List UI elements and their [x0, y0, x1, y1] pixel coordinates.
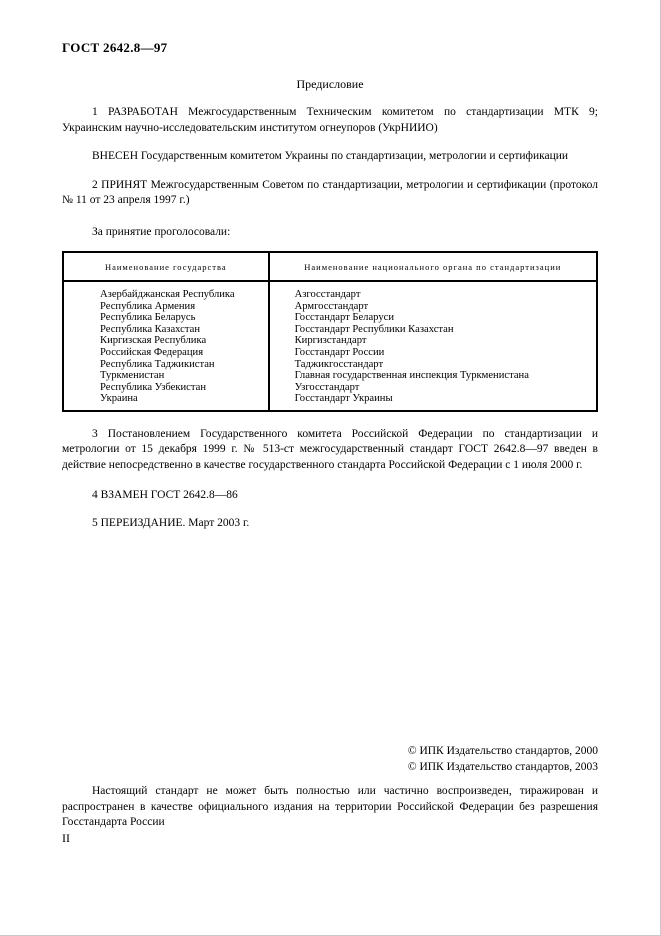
table-row — [63, 324, 597, 336]
paragraph-reissue: 5 ПЕРЕИЗДАНИЕ. Март 2003 г. — [92, 516, 250, 529]
table-row — [63, 301, 597, 313]
table-row — [63, 393, 597, 411]
table-header-row — [63, 252, 597, 281]
standards-body-cell: Армгосстандарт — [294, 300, 369, 312]
copyright-block — [408, 744, 598, 775]
table-row — [63, 347, 597, 359]
page-number: II — [62, 831, 70, 845]
table-row — [63, 359, 597, 371]
copyright-line-2000: © ИПК Издательство стандартов, 2000 — [407, 745, 598, 757]
table-row — [63, 335, 597, 347]
legal-notice: Настоящий стандарт не может быть полностью или частично воспроизведен, тиражирован и распространен в качестве официального издания на территории Российской Федерации без разрешения Госстандарта России — [62, 785, 598, 828]
standards-body-cell: Киргизстандарт — [294, 335, 367, 347]
table-row — [63, 370, 597, 382]
country-cell: Российская Федерация — [63, 347, 269, 359]
standards-body-cell: Азгосстандарт — [294, 289, 361, 300]
standards-body-cell: Госстандарт России — [294, 346, 385, 358]
country-cell: Украина — [63, 393, 269, 411]
standards-body-cell: Госстандарт Беларуси — [294, 312, 394, 324]
voting-table — [62, 251, 598, 412]
country-cell: Туркменистан — [63, 370, 269, 382]
country-cell: Киргизская Республика — [63, 335, 269, 347]
standards-body-cell: Госстандарт Республики Казахстан — [294, 323, 454, 335]
paragraph-adopted: 2 ПРИНЯТ Межгосударственным Советом по стандартизации, метрологии и сертификации (протокол № 11 от 23 апреля 1997 г.) — [62, 178, 598, 206]
paragraph-submitted: ВНЕСЕН Государственным комитетом Украины по стандартизации, метрологии и сертификации — [92, 150, 569, 162]
doc-number: ГОСТ 2642.8—97 — [62, 40, 168, 55]
country-cell: Республика Казахстан — [63, 324, 269, 336]
column-header-standards-body: Наименование национального органа по стандартизации — [269, 252, 597, 281]
standards-body-cell: Таджикгосстандарт — [294, 358, 384, 370]
table-row — [63, 382, 597, 394]
country-cell: Республика Беларусь — [63, 312, 269, 324]
page-title: Предисловие — [296, 77, 364, 91]
paragraph-replaces: 4 ВЗАМЕН ГОСТ 2642.8—86 — [92, 489, 238, 502]
table-row — [63, 281, 597, 301]
paragraph-vote-intro: За принятие проголосовали: — [92, 225, 231, 238]
country-cell: Азербайджанская Республика — [63, 281, 269, 301]
copyright-line-2003: © ИПК Издательство стандартов, 2003 — [407, 760, 598, 773]
paragraph-decree: 3 Постановлением Государственного комитета Российской Федерации по стандартизации и метрологии от 15 декабря 1999 г. № 513-ст межгосударственный стандарт ГОСТ 2642.8—97 введен в действие непосредственно в качестве государственного стандарта Российской Федерации с 1 июля 2000 г. — [62, 427, 598, 471]
table-row — [63, 312, 597, 324]
standards-body-cell: Главная государственная инспекция Туркменистана — [294, 370, 529, 382]
country-cell: Республика Таджикистан — [63, 359, 269, 371]
standards-body-cell: Узгосстандарт — [294, 381, 360, 393]
paragraph-developed: 1 РАЗРАБОТАН Межгосударственным Техническим комитетом по стандартизации МТК 9; Украинским научно-исследовательским институтом огнеупоров (УкрНИИО) — [62, 106, 598, 134]
standards-body-cell: Госстандарт Украины — [294, 393, 393, 405]
country-cell: Республика Узбекистан — [63, 382, 269, 394]
country-cell: Республика Армения — [63, 301, 269, 313]
column-header-country: Наименование государства — [63, 252, 269, 281]
